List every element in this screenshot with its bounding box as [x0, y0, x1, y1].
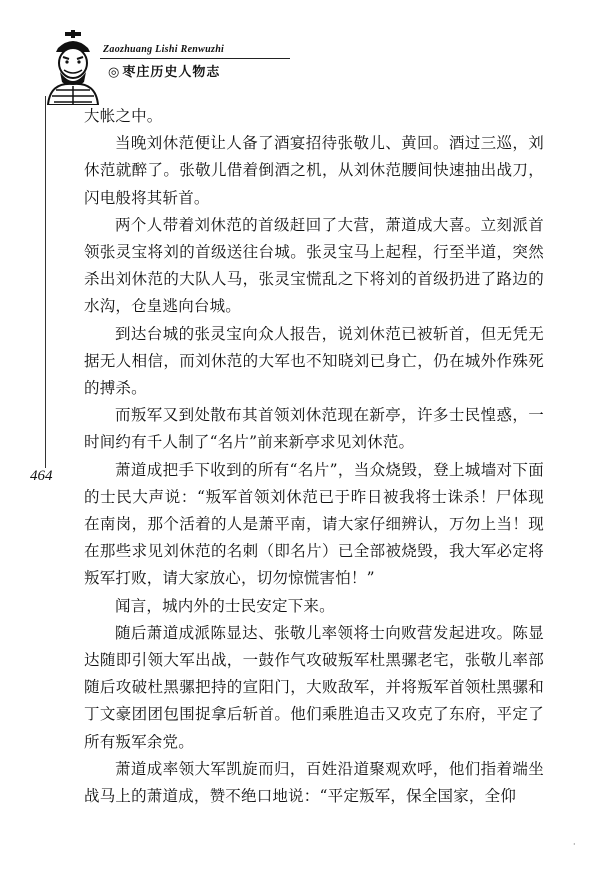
corner-mark: ·: [573, 840, 576, 849]
body-text: [84, 103, 544, 810]
paragraph: 两个人带着刘休范的首级赶回了大营，萧道成大喜。立刻派首领张灵宝将刘的首级送往台城。张灵宝马上起程，行至半道，突然杀出刘休范的大队人马，张灵宝慌乱之下将刘的首级扔进了路边的水沟，仓皇逃向台城。: [84, 215, 544, 316]
header-title-en: Zaozhuang Lishi Renwuzhi: [103, 44, 225, 55]
paragraph: 萧道成把手下收到的所有“名片”，当众烧毁，登上城墙对下面的士民大声说：“叛军首领刘休范已于昨日被我将士诛杀！尸体现在南岗，那个活着的人是萧平南，请大家仔细辨认，万勿上当！现在那些求见刘休范的名刺（即名片）已全部被烧毁，我大军必定将叛军打败，请大家放心，切勿惊慌害怕！”: [84, 460, 544, 588]
page-number: 464: [30, 468, 53, 484]
paragraph: 当晚刘休范便让人备了酒宴招待张敬儿、黄回。酒过三巡，刘休范就醉了。张敬儿借着倒酒之机，从刘休范腰间快速抽出战刀，闪电般将其斩首。: [84, 134, 544, 207]
warrior-portrait-icon: [38, 30, 108, 105]
header-title-cn: [108, 61, 220, 80]
circle-mark-icon: ◎: [108, 65, 121, 80]
paragraph: 到达台城的张灵宝向众人报告，说刘休范已被斩首，但无凭无据无人相信，而刘休范的大军也不知晓刘已身亡，仍在城外作殊死的搏杀。: [84, 324, 544, 398]
paragraph: 随后萧道成派陈显达、张敬儿率领将士向败营发起进攻。陈显达随即引领大军出战，一鼓作气攻破叛军杜黑骡老宅，张敬儿率部随后攻破杜黑骡把持的宣阳门，大败敌军，并将叛军首领杜黑骡和丁文豪团团包围捉拿后斩首。他们乘胜追击又攻克了东府，平定了所有叛军余党。: [84, 623, 544, 751]
header-rule: [100, 58, 290, 59]
header-title-cn-text: 枣庄历史人物志: [122, 65, 221, 80]
paragraph: 而叛军又到处散布其首领刘休范现在新亭，许多士民惶惑，一时间约有千人制了“名片”前来新亭求见刘休范。: [84, 406, 544, 452]
margin-vertical-rule: [45, 96, 46, 468]
page-header: [0, 0, 597, 120]
paragraph: 大帐之中。: [84, 107, 163, 125]
paragraph: 萧道成率领大军凯旋而归，百姓沿道聚观欢呼，他们指着端坐战马上的萧道成，赞不绝口地说：“平定叛军，保全国家，全仰: [84, 759, 544, 806]
paragraph: 闻言，城内外的士民安定下来。: [115, 596, 335, 615]
